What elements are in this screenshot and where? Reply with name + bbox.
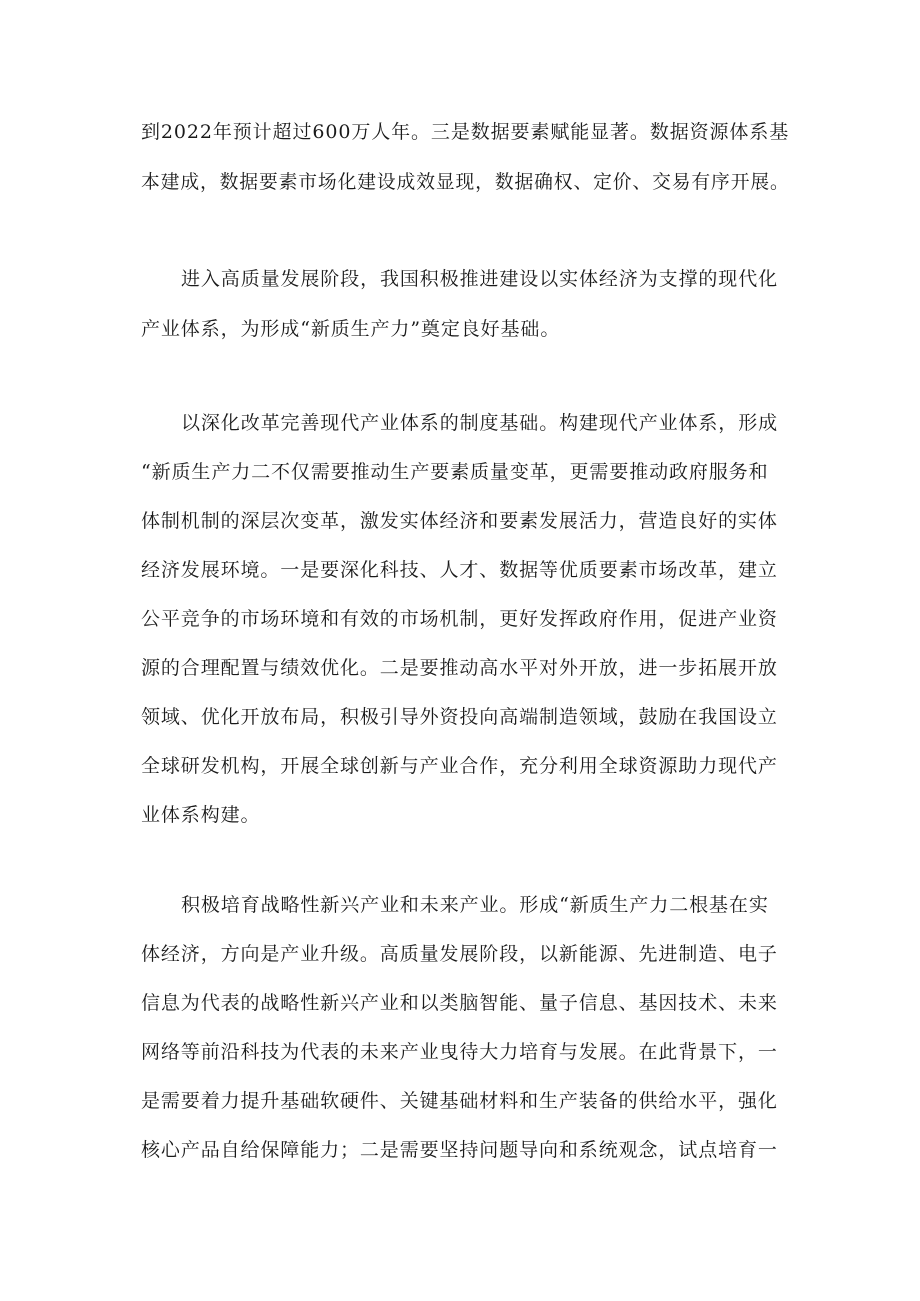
text-line: 领域、优化开放布局，积极引导外资投向高端制造领域，鼓励在我国设立: [141, 706, 778, 728]
text-line: 网络等前沿科技为代表的未来产业曳待大力培育与发展。在此背景下，一: [141, 1041, 778, 1063]
text-line: 公平竞争的市场环境和有效的市场机制，更好发挥政府作用，促进产业资: [141, 608, 778, 630]
paragraph-4-line-2: [0, 934, 920, 974]
text-line: 源的合理配置与绩效优化。二是要推动高水平对外开放，进一步拓展开放: [141, 657, 778, 679]
text-line: 进入高质量发展阶段，我国积极推进建设以实体经济为支撑的现代化: [181, 268, 779, 290]
paragraph-3-line-3: [0, 501, 920, 541]
text-line: 信息为代表的战略性新兴产业和以类脑智能、量子信息、基因技术、未来: [141, 992, 778, 1014]
text-line: 全球研发机构，开展全球创新与产业合作，充分利用全球资源助力现代产: [141, 755, 778, 777]
paragraph-1-line-1: [0, 112, 920, 152]
paragraph-2-line-1: [0, 259, 920, 299]
text-line: 体经济，方向是产业升级。高质量发展阶段，以新能源、先进制造、电子: [141, 943, 778, 965]
text-line: 是需要着力提升基础软硬件、关键基础材料和生产装备的供给水平，强化: [141, 1090, 778, 1112]
paragraph-4-line-5: [0, 1081, 920, 1121]
paragraph-3-line-2: [0, 452, 920, 492]
paragraph-3-line-6: [0, 648, 920, 688]
paragraph-1-line-2: [0, 162, 920, 202]
text-line: 核心产品自给保障能力；二是需要坚持问题导向和系统观念，试点培育一: [141, 1139, 778, 1161]
text-line: 以深化改革完善现代产业体系的制度基础。构建现代产业体系，形成: [181, 412, 779, 434]
text-line: 本建成，数据要素市场化建设成效显现，数据确权、定价、交易有序开展。: [141, 171, 790, 193]
paragraph-3-line-7: [0, 697, 920, 737]
paragraph-4-line-1: [0, 885, 920, 925]
text-line: “新质生产力二不仅需要推动生产要素质量变革，更需要推动政府服务和: [141, 461, 769, 483]
paragraph-3-line-4: [0, 550, 920, 590]
paragraph-3-line-1: [0, 403, 920, 443]
text-line: 体制机制的深层次变革，激发实体经济和要素发展活力，营造良好的实体: [141, 510, 778, 532]
text-line: 业体系构建。: [141, 804, 261, 826]
paragraph-3-line-8: [0, 746, 920, 786]
text-line: 经济发展环境。一是要深化科技、人才、数据等优质要素市场改革，建立: [141, 559, 778, 581]
paragraph-3-line-5: [0, 599, 920, 639]
paragraph-2-line-2: [0, 309, 920, 349]
paragraph-3-line-9: [0, 795, 920, 835]
paragraph-4-line-4: [0, 1032, 920, 1072]
paragraph-4-line-3: [0, 983, 920, 1023]
text-line: 产业体系，为形成“新质生产力”奠定良好基础。: [141, 318, 561, 340]
paragraph-4-line-6: [0, 1130, 920, 1170]
text-line: 积极培育战略性新兴产业和未来产业。形成“新质生产力二根基在实: [181, 894, 769, 916]
text-line: 到2022年预计超过600万人年。三是数据要素赋能显著。数据资源体系基: [141, 121, 790, 143]
